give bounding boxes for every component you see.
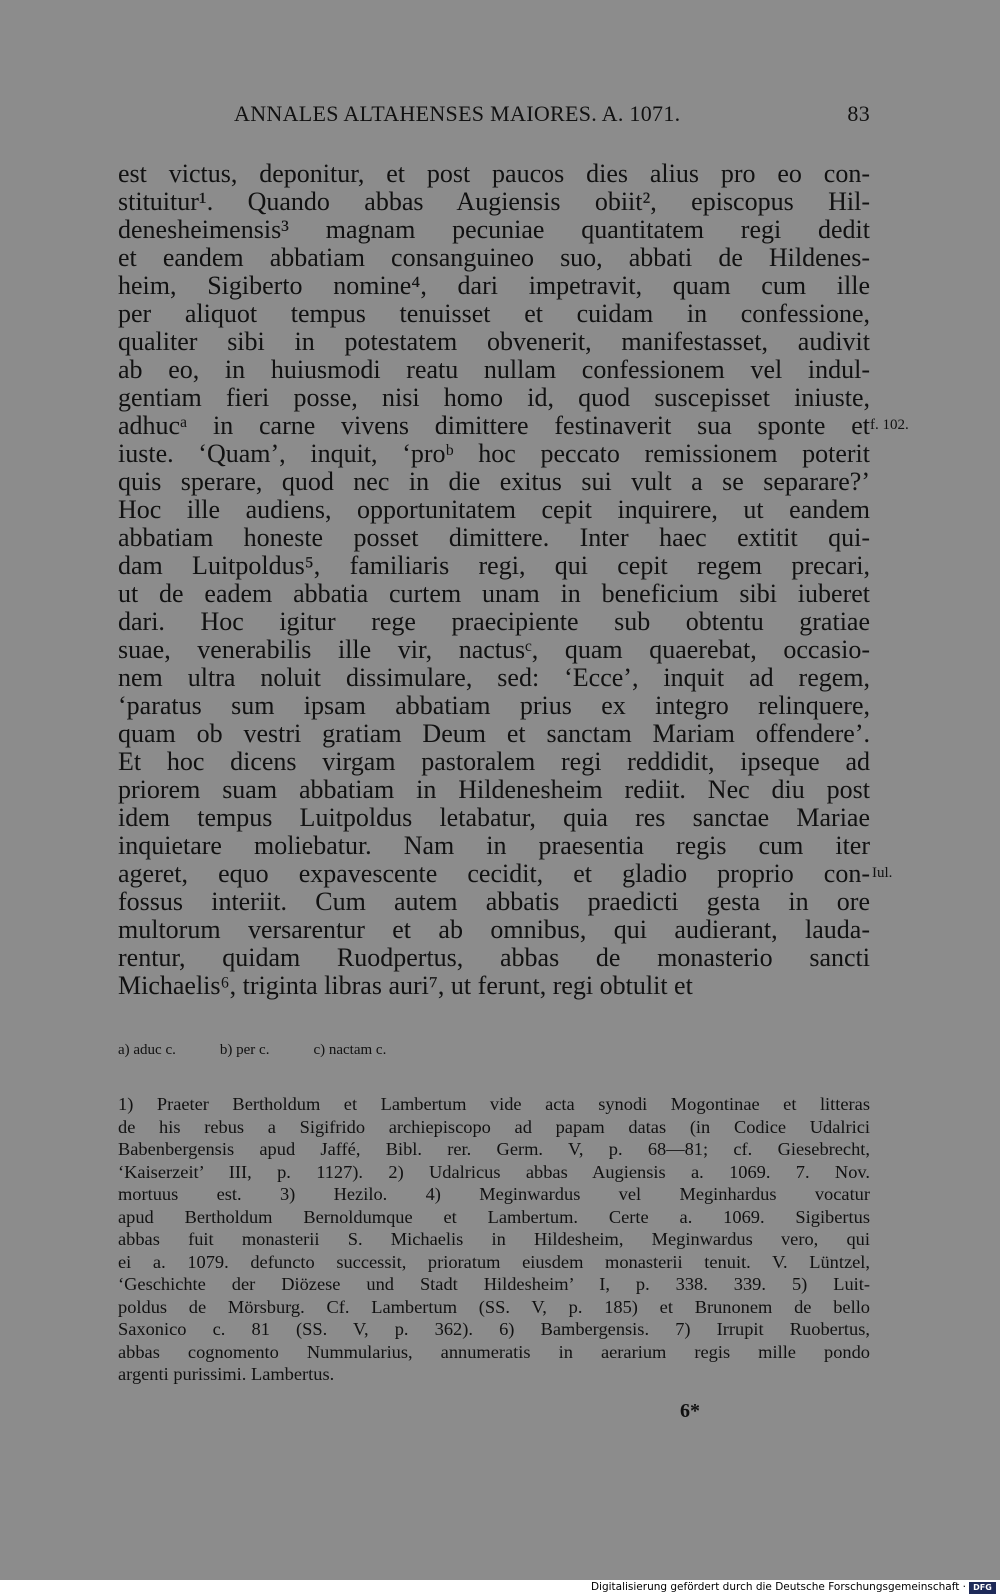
footnote-line: apud Bertholdum Bernoldumque et Lambertum. Certe a. 1069. Sigibertus bbox=[118, 1206, 870, 1227]
text-line: Hoc ille audiens, opportunitatem cepit inquirere, ut eandem bbox=[118, 495, 870, 524]
main-text bbox=[118, 160, 870, 1000]
footnote-line: Babenbergensis apud Jaffé, Bibl. rer. Germ. V, p. 68—81; cf. Giesebrecht, bbox=[118, 1139, 870, 1159]
text-line: multorum versarentur et ab omnibus, qui audierant, lauda- bbox=[118, 915, 870, 944]
text-line: ut de eadem abbatia curtem unam in beneficium sibi iuberet bbox=[118, 579, 870, 608]
footnote-line: ei a. 1079. defuncto successit, prioratum eiusdem monasterii tenuit. V. Lüntzel, bbox=[118, 1251, 870, 1272]
running-header bbox=[118, 101, 870, 131]
text-line: iuste. ‘Quam’, inquit, ‘proᵇ hoc peccato remissionem poterit bbox=[118, 439, 870, 468]
footnotes bbox=[118, 1093, 870, 1386]
variant-readings bbox=[118, 1042, 430, 1059]
variant-reading: b) per c. bbox=[219, 1042, 270, 1058]
running-title: ANNALES ALTAHENSES MAIORES. A. 1071. bbox=[234, 101, 681, 126]
text-line: qualiter sibi in potestatem obvenerit, manifestasset, audivit bbox=[118, 327, 870, 356]
footer-bar bbox=[0, 1580, 1000, 1596]
text-line: suae, venerabilis ille vir, nactusᶜ, quam quaerebat, occasio- bbox=[118, 635, 870, 664]
date-margin-note: Iul. bbox=[872, 865, 893, 881]
variant-reading: a) aduc c. bbox=[118, 1042, 176, 1058]
text-line: Et hoc dicens virgam pastoralem regi reddidit, ipseque ad bbox=[118, 747, 870, 776]
variant-reading: c) nactam c. bbox=[313, 1042, 387, 1058]
text-line: idem tempus Luitpoldus letabatur, quia res sanctae Mariae bbox=[118, 803, 870, 832]
text-line: est victus, deponitur, et post paucos dies alius pro eo con- bbox=[118, 159, 870, 188]
text-line: ab eo, in huiusmodi reatu nullam confessionem vel indul- bbox=[118, 355, 870, 384]
footnote-line: Saxonico c. 81 (SS. V, p. 362). 6) Bambergensis. 7) Irrupit Ruobertus, bbox=[118, 1319, 870, 1339]
footnote-line: 1) Praeter Bertholdum et Lambertum vide acta synodi Mogontinae et litteras bbox=[118, 1094, 870, 1114]
text-line: inquietare moliebatur. Nam in praesentia regis cum iter bbox=[118, 831, 870, 860]
text-line: abbatiam honeste posset dimittere. Inter haec extitit qui- bbox=[118, 523, 870, 552]
text-line: ‘paratus sum ipsam abbatiam prius ex integro relinquere, bbox=[118, 691, 870, 720]
text-line: Michaelis⁶, triginta libras auri⁷, ut ferunt, regi obtulit et bbox=[118, 971, 693, 1000]
text-line: quis sperare, quod nec in die exitus sui vult a se separare?’ bbox=[118, 467, 870, 496]
folio-margin-note: f. 102. bbox=[870, 417, 909, 433]
footnote-line: argenti purissimi. Lambertus. bbox=[118, 1364, 335, 1384]
text-line: nem ultra noluit dissimulare, sed: ‘Ecce’, inquit ad regem, bbox=[118, 663, 870, 692]
footnote-line: abbas cognomento Nummularius, annumeratis in aerarium regis mille pondo bbox=[118, 1341, 870, 1362]
text-line: quam ob vestri gratiam Deum et sanctam Mariam offendere’. bbox=[118, 719, 870, 748]
footnote-line: abbas fuit monasterii S. Michaelis in Hildesheim, Meginwardus vero, qui bbox=[118, 1229, 870, 1249]
text-line: denesheimensis³ magnam pecuniae quantitatem regi dedit bbox=[118, 215, 870, 244]
text-line: per aliquot tempus tenuisset et cuidam in confessione, bbox=[118, 299, 870, 328]
text-line: adhucᵃ in carne vivens dimittere festinaverit sua sponte et bbox=[118, 411, 870, 440]
footnote-line: mortuus est. 3) Hezilo. 4) Meginwardus vel Meginhardus vocatur bbox=[118, 1184, 870, 1204]
text-line: stituitur¹. Quando abbas Augiensis obiit², episcopus Hil- bbox=[118, 187, 870, 216]
dfg-logo: DFG bbox=[969, 1582, 996, 1594]
text-line: ageret, equo expavescente cecidit, et gladio proprio con- bbox=[118, 859, 870, 888]
page-number: 83 bbox=[847, 101, 870, 126]
footnote-line: poldus de Mörsburg. Cf. Lambertum (SS. V, p. 185) et Brunonem de bello bbox=[118, 1296, 870, 1317]
signature-mark: 6* bbox=[680, 1400, 700, 1422]
text-line: rentur, quidam Ruodpertus, abbas de monasterio sancti bbox=[118, 943, 870, 972]
footnote-line: de his rebus a Sigifrido archiepiscopo ad papam datas (in Codice Udalrici bbox=[118, 1116, 870, 1137]
text-line: fossus interiit. Cum autem abbatis praedicti gesta in ore bbox=[118, 887, 870, 916]
text-line: priorem suam abbatiam in Hildenesheim rediit. Nec diu post bbox=[118, 775, 870, 804]
funding-credit: Digitalisierung gefördert durch die Deutsche Forschungsgemeinschaft · bbox=[590, 1581, 966, 1593]
text-line: dam Luitpoldus⁵, familiaris regi, qui cepit regem precari, bbox=[118, 551, 870, 580]
text-line: dari. Hoc igitur rege praecipiente sub obtentu gratiae bbox=[118, 607, 870, 636]
footnote-line: ‘Geschichte der Diözese und Stadt Hildesheim’ I, p. 338. 339. 5) Luit- bbox=[118, 1274, 870, 1294]
text-line: gentiam fieri posse, nisi homo id, quod suscepisset iniuste, bbox=[118, 383, 870, 412]
text-line: et eandem abbatiam consanguineo suo, abbati de Hildenes- bbox=[118, 243, 870, 272]
footnote-line: ‘Kaiserzeit’ III, p. 1127). 2) Udalricus abbas Augiensis a. 1069. 7. Nov. bbox=[118, 1161, 870, 1182]
text-line: heim, Sigiberto nomine⁴, dari impetravit, quam cum ille bbox=[118, 271, 870, 300]
